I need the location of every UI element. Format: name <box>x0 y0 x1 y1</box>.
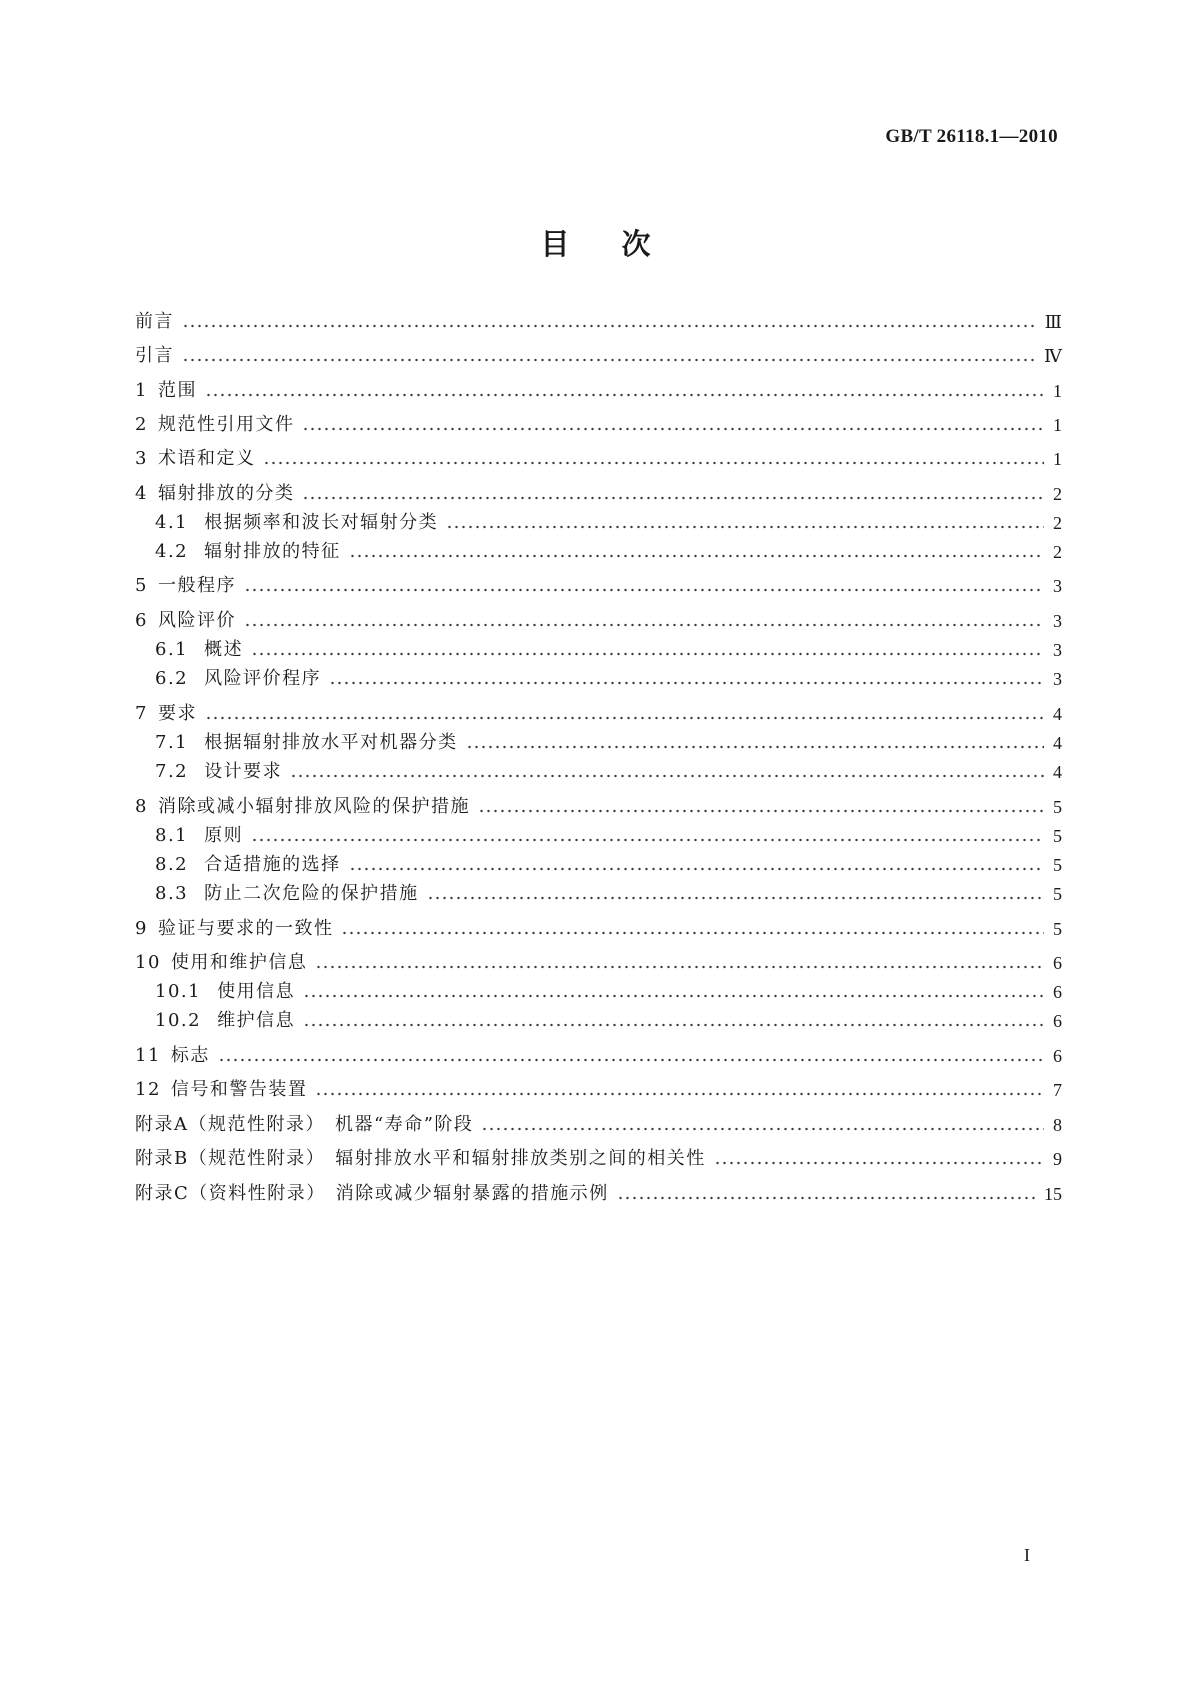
toc-entry-title <box>135 1044 210 1068</box>
toc-entry-title <box>135 917 333 941</box>
toc-entry-page: 7 <box>1053 1080 1062 1100</box>
toc-entry[interactable] <box>135 917 1062 941</box>
dot-leader <box>182 357 1036 363</box>
standard-number: GB/T 26118.1—2010 <box>885 126 1058 147</box>
toc-entry[interactable] <box>155 540 1062 564</box>
toc-entry[interactable] <box>155 824 1062 848</box>
toc-entry[interactable] <box>135 379 1062 403</box>
dot-leader <box>182 323 1037 329</box>
toc-entry-page: 3 <box>1053 576 1062 596</box>
toc-entry-label: 风险评价程序 <box>204 668 322 689</box>
toc-entry-label: 要求 <box>157 703 197 724</box>
toc-entry[interactable] <box>155 731 1062 755</box>
toc-entry-page: 5 <box>1053 884 1062 904</box>
dot-leader <box>341 930 1044 936</box>
page-number: I <box>1024 1545 1030 1565</box>
dot-leader <box>481 1126 1044 1132</box>
toc-entry-number: 10.2 <box>155 1010 202 1031</box>
toc-entry-label: 标志 <box>170 1045 210 1066</box>
dot-leader <box>349 866 1044 872</box>
toc-entry-number: 6.1 <box>155 639 189 660</box>
dot-leader <box>244 587 1044 593</box>
toc-entry[interactable] <box>135 1044 1062 1068</box>
toc-entry-label: 风险评价 <box>157 610 236 631</box>
toc-entry-number: 4.2 <box>155 541 189 562</box>
toc-entry[interactable] <box>135 310 1062 334</box>
toc-title: 目次 <box>540 227 703 261</box>
toc-entry[interactable] <box>135 1147 1062 1171</box>
toc-entry-page: 8 <box>1053 1115 1062 1135</box>
toc-entry-title <box>155 1009 295 1033</box>
dot-leader <box>446 524 1044 530</box>
toc-entry-page: 15 <box>1044 1184 1062 1204</box>
dot-leader <box>315 1091 1044 1097</box>
toc-entry[interactable] <box>155 667 1062 691</box>
toc-entry-label: 一般程序 <box>157 575 236 596</box>
toc-entry[interactable] <box>135 574 1062 598</box>
toc-entry-label: 消除或减少辐射暴露的措施示例 <box>335 1183 609 1204</box>
toc-entry-title <box>155 824 243 848</box>
toc-entry[interactable] <box>155 853 1062 877</box>
toc-entry-label: 术语和定义 <box>157 448 256 469</box>
dot-leader <box>251 837 1044 843</box>
toc-entry-title <box>135 1113 473 1137</box>
toc-entry-title <box>135 413 294 437</box>
toc-entry-title <box>135 344 174 368</box>
toc-entry-title <box>155 540 341 564</box>
dot-leader <box>205 715 1044 721</box>
toc-entry-label: 合适措施的选择 <box>204 854 341 875</box>
toc-entry-page: 3 <box>1053 611 1062 631</box>
dot-leader <box>617 1195 1036 1201</box>
dot-leader <box>263 460 1044 466</box>
toc-entry-label: 设计要求 <box>204 761 283 782</box>
toc-entry-title <box>155 853 341 877</box>
dot-leader <box>302 495 1044 501</box>
toc-entry-page: Ⅳ <box>1044 346 1062 366</box>
toc-entry[interactable] <box>135 413 1062 437</box>
toc-entry-label: 前言 <box>135 311 174 332</box>
toc-entry-page: 9 <box>1053 1149 1062 1169</box>
toc-entry-number: 4 <box>135 483 148 504</box>
toc-entry-page: 5 <box>1053 855 1062 875</box>
toc-entry-page: 2 <box>1053 542 1062 562</box>
dot-leader <box>349 553 1044 559</box>
toc-entry-page: 3 <box>1053 640 1062 660</box>
toc-entry-number: 附录C（资料性附录） <box>135 1183 326 1204</box>
toc-entry[interactable] <box>135 344 1062 368</box>
toc-entry-label: 规范性引用文件 <box>157 414 295 435</box>
toc-entry-title <box>155 511 438 535</box>
toc-entry-title <box>135 574 236 598</box>
toc-entry-number: 8.1 <box>155 825 189 846</box>
dot-leader <box>303 993 1044 999</box>
toc-entry[interactable] <box>135 702 1062 726</box>
toc-entry-page: 5 <box>1053 919 1062 939</box>
toc-entry-number: 6 <box>135 610 148 631</box>
toc-entry-number: 8 <box>135 796 148 817</box>
toc-entry-label: 概述 <box>204 639 244 660</box>
toc-entry-page: 4 <box>1053 733 1062 753</box>
toc-entry-label: 辐射排放水平和辐射排放类别之间的相关性 <box>335 1148 706 1169</box>
dot-leader <box>714 1160 1044 1166</box>
toc-entry[interactable] <box>135 1182 1062 1206</box>
toc-entry-title <box>135 1182 609 1206</box>
toc-entry-page: 1 <box>1053 381 1062 401</box>
dot-leader <box>478 808 1044 814</box>
toc-entry[interactable] <box>135 1078 1062 1102</box>
toc-entry-page: 2 <box>1053 513 1062 533</box>
toc-entry-page: 4 <box>1053 704 1062 724</box>
toc-entry-label: 辐射排放的特征 <box>204 541 341 562</box>
toc-entry-page: 5 <box>1053 826 1062 846</box>
toc-entry[interactable] <box>135 1113 1062 1137</box>
toc-entry-number: 11 <box>135 1045 161 1066</box>
toc-entry-page: 6 <box>1053 982 1062 1002</box>
toc-entry-number: 10 <box>135 952 161 973</box>
toc-entry-label: 机器“寿命”阶段 <box>335 1114 474 1135</box>
toc-entry-label: 防止二次危险的保护措施 <box>204 883 419 904</box>
toc-entry-number: 5 <box>135 575 148 596</box>
toc-entry-title <box>135 1147 706 1171</box>
toc-entry-page: 4 <box>1053 762 1062 782</box>
dot-leader <box>427 895 1044 901</box>
toc-entry-label: 根据频率和波长对辐射分类 <box>204 512 439 533</box>
toc-entry[interactable] <box>135 482 1062 506</box>
toc-entry-number: 附录B（规范性附录） <box>135 1148 326 1169</box>
toc-entry-label: 原则 <box>204 825 244 846</box>
toc-entry-title <box>155 638 243 662</box>
toc-entry-page: 3 <box>1053 669 1062 689</box>
toc-entry[interactable] <box>155 980 1062 1004</box>
toc-entry-page: 1 <box>1053 449 1062 469</box>
toc-entry-number: 2 <box>135 414 148 435</box>
toc-entry-number: 4.1 <box>155 512 189 533</box>
toc-entry-number: 8.3 <box>155 883 189 904</box>
toc-entry[interactable] <box>155 1009 1062 1033</box>
toc-entry-label: 范围 <box>157 380 197 401</box>
toc-entry-number: 10.1 <box>155 981 202 1002</box>
toc-entry[interactable] <box>135 795 1062 819</box>
toc-entry-label: 根据辐射排放水平对机器分类 <box>204 732 458 753</box>
dot-leader <box>466 744 1044 750</box>
toc-entry-number: 8.2 <box>155 854 189 875</box>
toc-entry-title <box>135 310 174 334</box>
toc-entry[interactable] <box>155 882 1062 906</box>
toc-entry-number: 7 <box>135 703 148 724</box>
toc-entry-number: 7.1 <box>155 732 189 753</box>
toc-entry-page: 6 <box>1053 1011 1062 1031</box>
toc-entry-page: 1 <box>1053 415 1062 435</box>
toc-entry-label: 辐射排放的分类 <box>157 483 295 504</box>
toc-entry-label: 验证与要求的一致性 <box>157 918 334 939</box>
toc-entry-title <box>135 609 236 633</box>
toc-entry-label: 使用信息 <box>217 981 296 1002</box>
toc-entry-title <box>155 760 282 784</box>
toc-entry[interactable] <box>135 951 1062 975</box>
toc-entry-number: 3 <box>135 448 148 469</box>
toc-entry-page: Ⅲ <box>1044 312 1062 332</box>
toc-entry-title <box>135 482 294 506</box>
toc-entry-number: 12 <box>135 1079 161 1100</box>
dot-leader <box>303 1022 1044 1028</box>
toc-entry[interactable] <box>135 447 1062 471</box>
toc-entry-title <box>135 795 470 819</box>
dot-leader <box>218 1057 1044 1063</box>
toc-entry-page: 6 <box>1053 1046 1062 1066</box>
toc-entry-title <box>135 447 255 471</box>
toc-entry-page: 6 <box>1053 953 1062 973</box>
toc-entry-title <box>135 379 197 403</box>
toc-entry-label: 使用和维护信息 <box>170 952 308 973</box>
toc-entry-title <box>135 702 197 726</box>
dot-leader <box>315 964 1044 970</box>
toc-entry-page: 2 <box>1053 484 1062 504</box>
toc-entry-number: 9 <box>135 918 148 939</box>
toc-entry-number: 7.2 <box>155 761 189 782</box>
toc-entry-label: 引言 <box>135 345 174 366</box>
dot-leader <box>205 392 1044 398</box>
dot-leader <box>302 426 1044 432</box>
dot-leader <box>244 622 1044 628</box>
toc-entry-label: 维护信息 <box>217 1010 296 1031</box>
toc-entry[interactable] <box>155 511 1062 535</box>
toc-entry-title <box>135 951 307 975</box>
toc-entry-number: 1 <box>135 380 148 401</box>
toc-entry[interactable] <box>135 609 1062 633</box>
toc-entry[interactable] <box>155 760 1062 784</box>
toc-entry-title <box>155 882 419 906</box>
toc-entry-label: 消除或减小辐射排放风险的保护措施 <box>157 796 470 817</box>
toc-entry-number: 6.2 <box>155 668 189 689</box>
dot-leader <box>290 773 1044 779</box>
toc-entry-label: 信号和警告装置 <box>170 1079 308 1100</box>
dot-leader <box>251 651 1044 657</box>
toc-entry-title <box>155 731 458 755</box>
toc-entry-title <box>135 1078 307 1102</box>
dot-leader <box>329 680 1044 686</box>
toc-entry-title <box>155 667 321 691</box>
toc-entry-number: 附录A（规范性附录） <box>135 1114 325 1135</box>
toc-entry[interactable] <box>155 638 1062 662</box>
toc-entry-page: 5 <box>1053 797 1062 817</box>
toc-entry-title <box>155 980 295 1004</box>
